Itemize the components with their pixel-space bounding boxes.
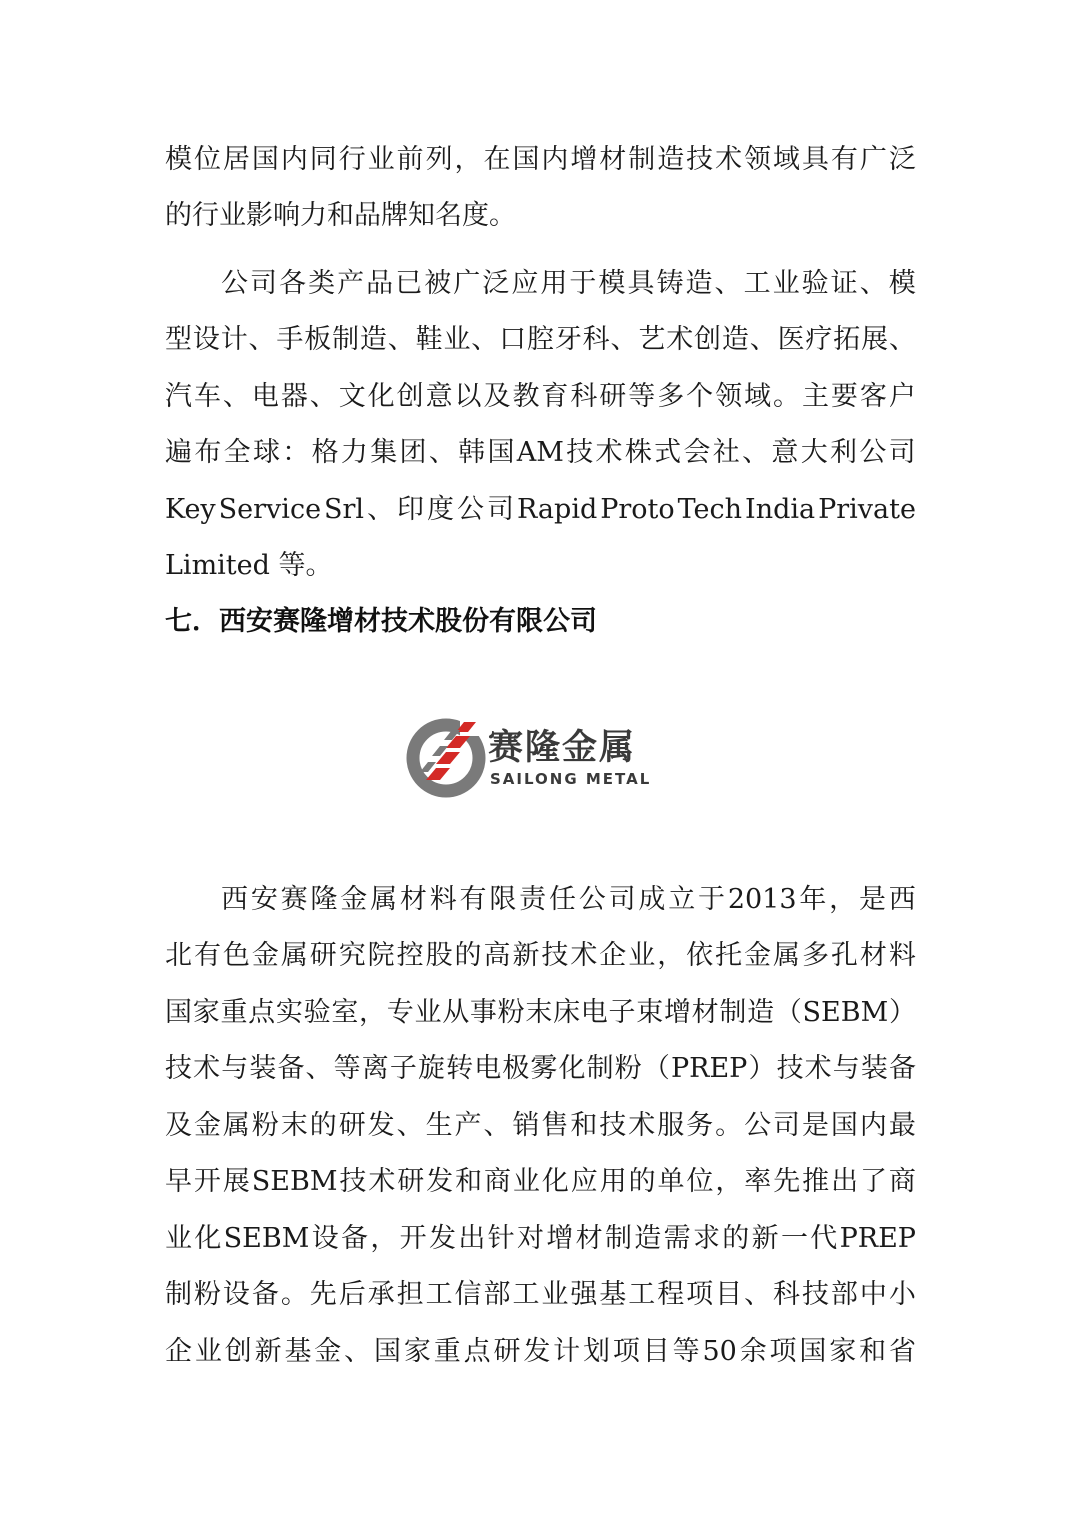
text-line: 早 开 展 SEBM 技 术 研 发 和 商 业 化 应 用 的 单 位 ， 率 先 推 出 了 商: [165, 1166, 916, 1197]
section-heading: 七．西安赛隆增材技术股份有限公司: [165, 606, 597, 637]
text-line: Limited 等。: [165, 550, 333, 581]
text-line: 遍 布 全 球 ： 格 力 集 团 、 韩 国 AM 技 术 株 式 会 社 、 意 大 利 公 司: [165, 437, 916, 468]
text-line: 西 安 赛 隆 金 属 材 料 有 限 责 任 公 司 成 立 于 2013 年 ， 是 西: [221, 884, 916, 915]
text-line: 北 有 色 金 属 研 究 院 控 股 的 高 新 技 术 企 业 ， 依 托 金 属 多 孔 材 料: [165, 940, 916, 971]
text-line: 制 粉 设 备 。 先 后 承 担 工 信 部 工 业 强 基 工 程 项 目 、 科 技 部 中 小: [165, 1279, 916, 1310]
text-line: 及 金 属 粉 末 的 研 发 、 生 产 、 销 售 和 技 术 服 务 。 公 司 是 国 内 最: [165, 1110, 916, 1141]
text-line: 型 设 计 、 手 板 制 造 、 鞋 业 、 口 腔 牙 科 、 艺 术 创 造 、 医 疗 拓 展 、: [165, 324, 916, 355]
logo-name-chinese: 赛隆金属: [488, 728, 637, 768]
text-line: 技 术 与 装 备 、 等 离 子 旋 转 电 极 雾 化 制 粉 （ PREP ） 技 术 与 装 备: [165, 1053, 916, 1084]
text-line: 国 家 重 点 实 验 室 ， 专 业 从 事 粉 末 床 电 子 束 增 材 制 造 （ SEBM ）: [165, 997, 916, 1028]
logo-name-english: SAILONG METAL: [490, 770, 652, 788]
text-line: Key Service Srl 、 印 度 公 司 Rapid Proto Tech India Private: [165, 494, 916, 525]
text-line: 业 化 SEBM 设 备 ， 开 发 出 针 对 增 材 制 造 需 求 的 新 一 代 PREP: [165, 1223, 916, 1254]
text-line: 企 业 创 新 基 金 、 国 家 重 点 研 发 计 划 项 目 等 50 余 项 国 家 和 省: [165, 1336, 916, 1367]
text-line: 汽 车 、 电 器 、 文 化 创 意 以 及 教 育 科 研 等 多 个 领 域 。 主 要 客 户: [165, 381, 916, 412]
logo-mark-icon: [406, 712, 490, 802]
text-line: 模 位 居 国 内 同 行 业 前 列 ， 在 国 内 增 材 制 造 技 术 领 域 具 有 广 泛: [165, 144, 916, 175]
text-line: 公 司 各 类 产 品 已 被 广 泛 应 用 于 模 具 铸 造 、 工 业 验 证 、 模: [221, 268, 916, 299]
text-line: 的行业影响力和品牌知名度。: [165, 200, 516, 231]
company-logo: [406, 712, 676, 802]
